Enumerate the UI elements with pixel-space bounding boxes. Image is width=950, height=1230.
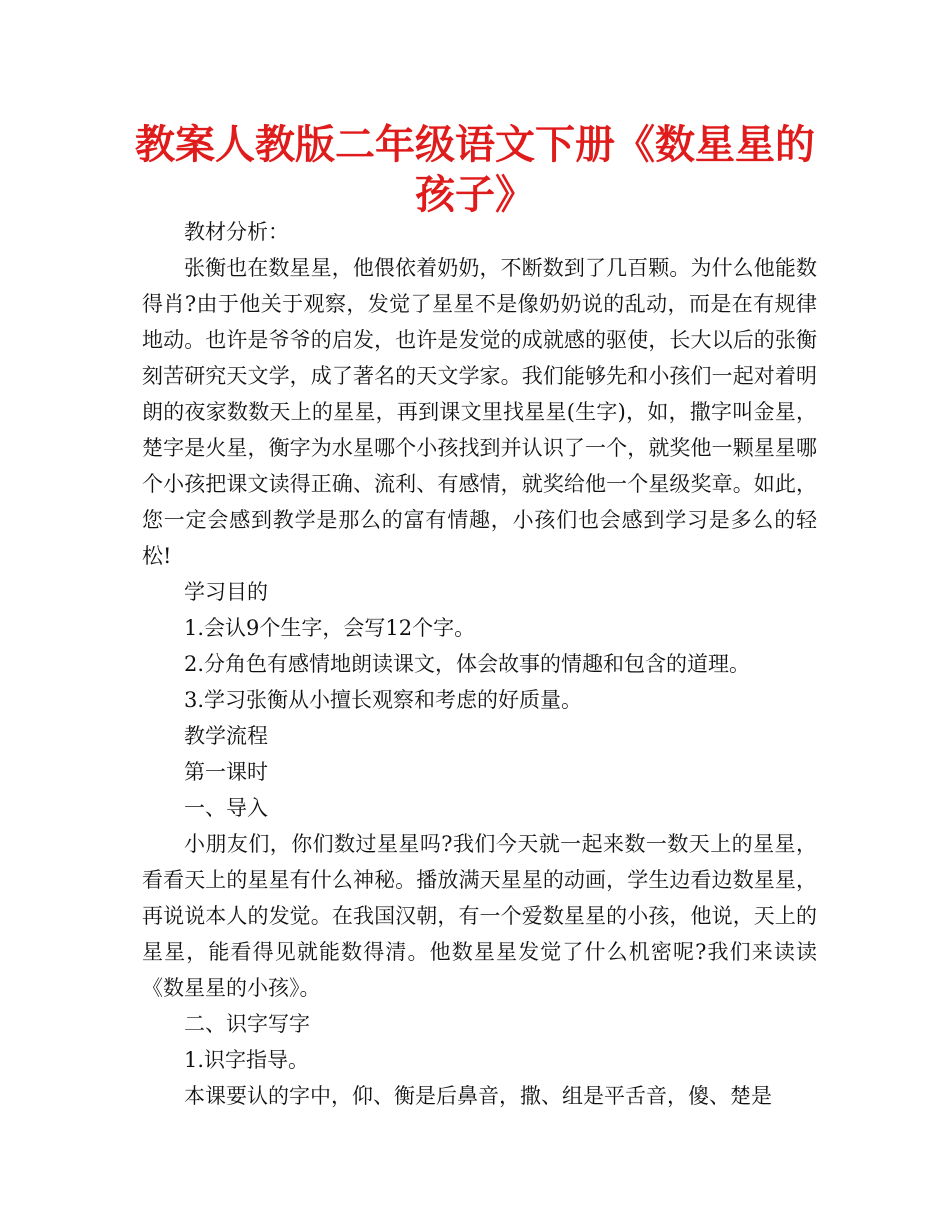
list-item: 3.学习张衡从小擅长观察和考虑的好质量。 (184, 688, 583, 712)
paragraph-section-heading: 教学流程 (184, 724, 268, 748)
document-body (142, 214, 817, 1114)
paragraph-section-heading: 第一课时 (184, 760, 268, 784)
list-item: 1.会认9个生字，会写12个字。 (184, 616, 476, 640)
paragraph: 本课要认的字中，仰、衡是后鼻音，撒、组是平舌音，傻、楚是 (184, 1084, 772, 1108)
document-title: 教案人教版二年级语文下册《数星星的孩子》 (135, 122, 815, 218)
paragraph-section-heading: 学习目的 (184, 580, 268, 604)
list-item: 1.识字指导。 (184, 1048, 310, 1072)
paragraph: 张衡也在数星星，他偎依着奶奶，不断数到了几百颗。为什么他能数得肖?由于他关于观察，发觉了星星不是像奶奶说的乱动，而是在有规律地动。也许是爷爷的启发，也许是发觉的成就感的驱使，长大以后的张衡刻苦研究天文学，成了著名的天文学家。我们能够先和小孩们一起对着明朗的夜家数数天上的星星，再到课文里找星星(生字)，如，撒字叫金星，楚字是火星，衡字为水星哪个小孩找到并认识了一个，就奖他一颗星星哪个小孩把课文读得正确、流利、有感情，就奖给他一个星级奖章。如此，您一定会感到教学是那么的富有情趣，小孩们也会感到学习是多么的轻松! (142, 256, 817, 568)
paragraph-section-heading: 教材分析： (184, 220, 289, 244)
paragraph: 小朋友们，你们数过星星吗?我们今天就一起来数一数天上的星星，看看天上的星星有什么神秘。播放满天星星的动画，学生边看边数星星，再说说本人的发觉。在我国汉朝，有一个爱数星星的小孩，他说，天上的星星，能看得见就能数得清。他数星星发觉了什么机密呢?我们来读读《数星星的小孩》。 (142, 832, 817, 1000)
paragraph-section-heading: 一、导入 (184, 796, 268, 820)
list-item: 2.分角色有感情地朗读课文，体会故事的情趣和包含的道理。 (184, 652, 751, 676)
paragraph-section-heading: 二、识字写字 (184, 1012, 310, 1036)
